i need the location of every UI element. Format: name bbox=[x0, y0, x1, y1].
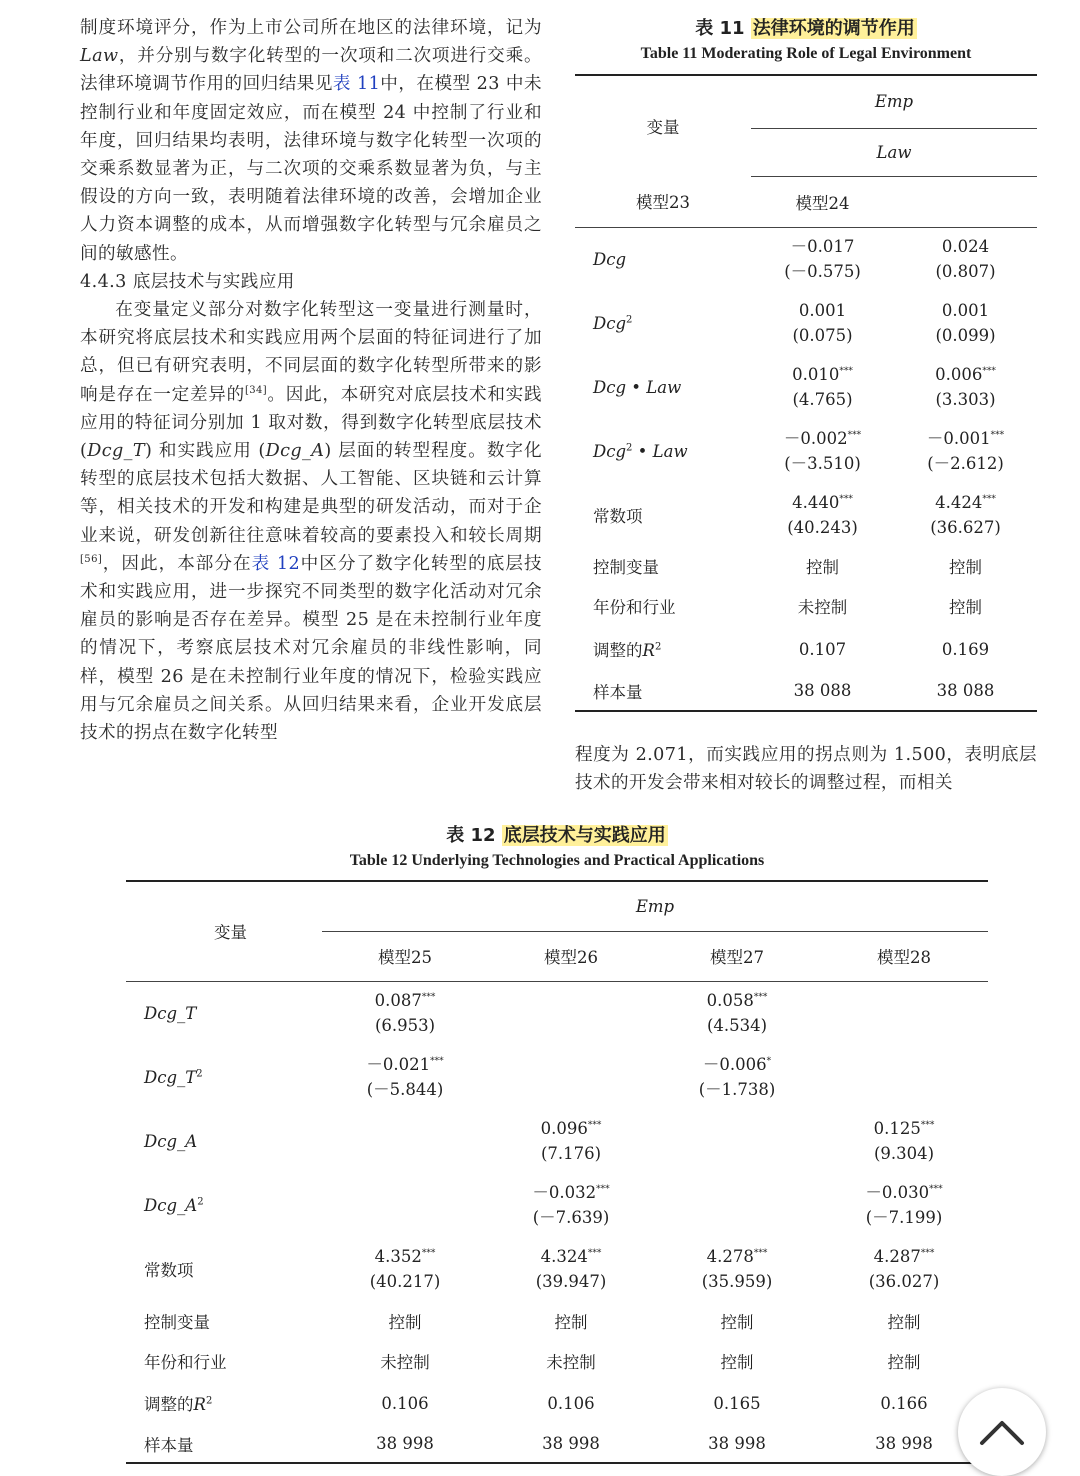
value-cell: 0.107 bbox=[798, 639, 847, 659]
highlighted-caption: 底层技术与实践应用 bbox=[503, 825, 666, 846]
significance-stars: *** bbox=[990, 430, 1005, 441]
coefficient-cell bbox=[894, 291, 1037, 355]
table-row bbox=[126, 1045, 988, 1109]
value-cell: 控制 bbox=[949, 598, 982, 617]
value-cell: 0.106 bbox=[381, 1393, 429, 1413]
table-row bbox=[575, 355, 1037, 419]
italic-term: Dcg_A bbox=[265, 441, 325, 462]
significance-stars: *** bbox=[982, 494, 996, 505]
t-statistic: (4.534) bbox=[706, 1016, 768, 1036]
model-header: 模型26 bbox=[544, 948, 598, 967]
italic-term: Dcg_A bbox=[144, 1131, 198, 1151]
variable-name bbox=[575, 547, 751, 585]
t-statistic: (7.176) bbox=[540, 1144, 602, 1163]
table11-caption-cn: 表 11 法律环境的调节作用 bbox=[695, 18, 915, 39]
coefficient: 0.024 bbox=[941, 237, 990, 257]
model-header: 模型24 bbox=[795, 193, 850, 213]
table-row bbox=[126, 1301, 988, 1341]
italic-term: Dcg_T bbox=[87, 441, 146, 462]
coefficient: 0.125 bbox=[873, 1119, 921, 1138]
value-cell: 0.166 bbox=[880, 1393, 928, 1413]
scroll-to-top-button[interactable] bbox=[958, 1388, 1046, 1476]
t-statistic: (－7.639) bbox=[532, 1208, 610, 1227]
t-statistic: (36.627) bbox=[930, 518, 1001, 537]
variable-name bbox=[126, 1381, 322, 1425]
text-run: 年份和行业 bbox=[593, 598, 676, 617]
italic-term: Dcg bbox=[593, 249, 627, 269]
coefficient: －0.001 bbox=[926, 429, 991, 448]
t-statistic: (－5.844) bbox=[366, 1080, 444, 1099]
table-row bbox=[575, 671, 1037, 711]
text-run: 样本量 bbox=[144, 1435, 194, 1455]
italic-term: R bbox=[642, 641, 655, 660]
coefficient-cell bbox=[751, 419, 894, 483]
coefficient: 0.001 bbox=[941, 301, 990, 320]
italic-term: Dcg_A bbox=[144, 1195, 198, 1215]
coefficient-cell bbox=[322, 1173, 488, 1237]
significance-stars: *** bbox=[587, 1248, 602, 1259]
model-header: 模型28 bbox=[877, 948, 931, 967]
superscript-power: 2 bbox=[205, 1395, 213, 1407]
value-cell: 控制 bbox=[720, 1353, 754, 1372]
t-statistic: (40.243) bbox=[787, 518, 858, 537]
coefficient: －0.021 bbox=[366, 1055, 431, 1074]
body-right-bottom-paragraph: 程度为 2.071，而实践应用的拐点则为 1.500，表明底层技术的开发会带来相对较长的调整过程，而相关 bbox=[575, 745, 1037, 794]
variable-name bbox=[126, 1301, 322, 1341]
significance-stars: *** bbox=[920, 1120, 935, 1131]
coefficient-cell bbox=[488, 1173, 654, 1237]
value-cell: 未控制 bbox=[380, 1353, 430, 1372]
text-run: 调整的 bbox=[144, 1395, 194, 1414]
coefficient: 4.352 bbox=[374, 1247, 422, 1266]
t-statistic: (0.099) bbox=[935, 326, 996, 345]
italic-term: Dcg bbox=[593, 441, 627, 461]
table12-header-variable: 变量 bbox=[214, 923, 247, 943]
superscript-power: 2 bbox=[626, 314, 633, 325]
text-run: 调整的 bbox=[593, 641, 643, 660]
significance-stars: *** bbox=[430, 1056, 444, 1067]
text-run: • bbox=[632, 441, 653, 461]
coefficient-cell bbox=[322, 1109, 488, 1173]
value-cell: 控制 bbox=[806, 558, 839, 577]
italic-term: Dcg bbox=[593, 377, 627, 397]
t-statistic: (－0.575) bbox=[784, 262, 861, 282]
text-run: 样本量 bbox=[593, 682, 643, 702]
value-cell: 控制 bbox=[720, 1313, 754, 1332]
coefficient: 4.324 bbox=[540, 1247, 588, 1266]
text-run: 常数项 bbox=[593, 507, 643, 526]
value-cell: 控制 bbox=[887, 1313, 921, 1332]
coefficient-cell bbox=[654, 981, 820, 1045]
significance-stars: *** bbox=[839, 366, 853, 377]
text-run: ) 层面的转型程度。数字化转型的底层技术包括大数据、人工智能、区块链和云计算等，相关技术的开发和构建是典型的研发活动，而对于企业来说，研发创新往往意味着较高的要素投入和较长周期 bbox=[80, 441, 542, 546]
model-header: 模型25 bbox=[378, 948, 432, 967]
coefficient-cell bbox=[894, 227, 1037, 291]
text-run: ，并分别与数字化转型的一次项和二次项进行交乘。法律环境调节作用的回归结果见 bbox=[80, 46, 542, 95]
chevron-up-icon bbox=[978, 1417, 1026, 1447]
italic-term: Dcg_T bbox=[144, 1003, 197, 1023]
value-cell: 38 998 bbox=[875, 1434, 933, 1453]
coefficient: 0.001 bbox=[798, 301, 847, 320]
italic-term: Law bbox=[652, 441, 688, 461]
italic-term: Dcg bbox=[593, 313, 627, 333]
table-row bbox=[575, 585, 1037, 627]
table-row bbox=[575, 547, 1037, 585]
superscript-power: 2 bbox=[654, 641, 662, 653]
significance-stars: *** bbox=[421, 992, 436, 1003]
coefficient-cell bbox=[654, 1109, 820, 1173]
table12-caption-en: Table 12 Underlying Technologies and Practical Applications bbox=[349, 852, 765, 869]
coefficient-cell bbox=[751, 291, 894, 355]
value-cell: 38 998 bbox=[376, 1434, 434, 1453]
table-row bbox=[126, 1425, 988, 1463]
variable-name bbox=[126, 1109, 322, 1173]
coefficient-cell bbox=[894, 483, 1037, 547]
coefficient: －0.032 bbox=[532, 1183, 597, 1202]
t-statistic: (6.953) bbox=[374, 1016, 436, 1036]
coefficient-cell bbox=[820, 1045, 988, 1109]
value-cell: 0.165 bbox=[713, 1393, 761, 1413]
table-row bbox=[575, 419, 1037, 483]
t-statistic: (－2.612) bbox=[927, 454, 1004, 473]
coefficient-cell bbox=[322, 1045, 488, 1109]
text-run: 年份和行业 bbox=[144, 1353, 227, 1372]
section-heading-4-4-3: 4.4.3 底层技术与实践应用 bbox=[80, 271, 295, 292]
significance-stars: *** bbox=[847, 430, 862, 441]
t-statistic: (0.807) bbox=[935, 262, 996, 282]
table-row bbox=[126, 1173, 988, 1237]
coefficient-cell bbox=[488, 1237, 654, 1301]
table-row bbox=[575, 627, 1037, 671]
table12-header-dep-var: Emp bbox=[322, 881, 988, 931]
variable-name bbox=[575, 227, 751, 291]
table11-header-moderator: Law bbox=[751, 128, 1037, 176]
text-run: 在变量定义部分对数字化转型这一变量进行测量时，本研究将底层技术和实践应用两个层面的特征词进行了加总，但已有研究表明，不同层面的数字化转型所带来的影响是存在一定差异的 bbox=[80, 300, 542, 405]
text-run: 中区分了数字化转型的底层技术和实践应用，进一步探究不同类型的数字化活动对冗余雇员的影响是否存在差异。模型 25 是在未控制行业年度的情况下，考察底层技术对冗余雇员的非线性影响，同样，模型 26 是在未控制行业年度的情况下，检验实践应用与冗余雇员之间关系。从回归结果来看，企业开发底层技术的拐点在数字化转型 bbox=[80, 553, 542, 744]
coefficient-cell bbox=[820, 1173, 988, 1237]
table11 bbox=[575, 74, 1037, 712]
coefficient: 0.096 bbox=[540, 1119, 588, 1138]
variable-name bbox=[126, 1045, 322, 1109]
coefficient-cell bbox=[654, 1237, 820, 1301]
coefficient: 4.278 bbox=[706, 1247, 754, 1266]
coefficient-cell bbox=[654, 1045, 820, 1109]
paragraph-underlying-tech bbox=[80, 296, 542, 747]
coefficient: 4.287 bbox=[873, 1247, 921, 1266]
table-row bbox=[575, 291, 1037, 355]
text-run: ) 和实践应用 ( bbox=[145, 441, 266, 462]
coefficient-cell bbox=[894, 419, 1037, 483]
table-row bbox=[126, 1237, 988, 1301]
coefficient-cell bbox=[488, 1109, 654, 1173]
italic-term: R bbox=[193, 1395, 206, 1414]
citation: [34] bbox=[244, 384, 268, 396]
coefficient: －0.030 bbox=[865, 1183, 930, 1202]
coefficient: 0.087 bbox=[374, 991, 422, 1011]
table-row bbox=[126, 1381, 988, 1425]
coefficient-cell bbox=[322, 1237, 488, 1301]
text-run: 常数项 bbox=[144, 1261, 194, 1280]
t-statistic: (－7.199) bbox=[865, 1208, 943, 1227]
significance-stars: *** bbox=[929, 1184, 943, 1195]
significance-stars: *** bbox=[587, 1120, 602, 1131]
table-reference-link[interactable]: 表 11 bbox=[332, 74, 381, 95]
t-statistic: (3.303) bbox=[935, 390, 996, 409]
variable-name bbox=[575, 585, 751, 627]
table-row bbox=[575, 483, 1037, 547]
variable-name bbox=[575, 483, 751, 547]
table11-caption-en: Table 11 Moderating Role of Legal Environment bbox=[640, 45, 972, 62]
italic-term: Law bbox=[80, 46, 119, 67]
table-row bbox=[575, 227, 1037, 291]
significance-stars: *** bbox=[753, 1248, 768, 1259]
value-cell: 38 088 bbox=[793, 681, 852, 700]
value-cell: 控制 bbox=[887, 1353, 921, 1372]
text-run: 中，在模型 23 中未控制行业和年度固定效应，而在模型 24 中控制了行业和年度，回归结果均表明，法律环境与数字化转型一次项的交乘系数显著为正，与二次项的交乘系数显著为负，与主假设的方向一致，表明随着法律环境的改善，会增加企业人力资本调整的成本，从而增强数字化转型与冗余雇员之间的敏感性。 bbox=[80, 74, 542, 264]
model-header: 模型23 bbox=[636, 193, 690, 213]
text-run: 。因此，本研究对底层技术和实践应用的特征词分别加 1 取对数，得到数字化转型底层技术 ( bbox=[80, 384, 542, 462]
coefficient: －0.017 bbox=[790, 237, 855, 257]
variable-name bbox=[575, 671, 751, 711]
value-cell: 控制 bbox=[554, 1313, 588, 1332]
superscript-power: 2 bbox=[626, 442, 633, 453]
value-cell: 38 998 bbox=[542, 1434, 600, 1453]
superscript-power: 2 bbox=[197, 1196, 204, 1207]
table11-header-variable: 变量 bbox=[646, 118, 680, 137]
text-run: 控制变量 bbox=[144, 1313, 210, 1332]
superscript-power: 2 bbox=[196, 1068, 203, 1079]
significance-stars: *** bbox=[753, 992, 768, 1003]
body-left-column bbox=[80, 14, 542, 747]
value-cell: 0.169 bbox=[941, 639, 990, 659]
model-header: 模型27 bbox=[710, 948, 764, 967]
t-statistic: (4.765) bbox=[792, 390, 853, 409]
coefficient: 0.058 bbox=[706, 991, 754, 1011]
table-row bbox=[126, 1109, 988, 1173]
significance-stars: *** bbox=[982, 366, 996, 377]
table12-grid bbox=[126, 880, 988, 1464]
t-statistic: (40.217) bbox=[369, 1272, 441, 1291]
value-cell: 38 998 bbox=[708, 1434, 766, 1453]
coefficient: 4.424 bbox=[935, 493, 983, 512]
significance-stars: *** bbox=[596, 1184, 610, 1195]
coefficient-cell bbox=[751, 227, 894, 291]
variable-name bbox=[575, 419, 751, 483]
variable-name bbox=[126, 1173, 322, 1237]
coefficient-cell bbox=[488, 1045, 654, 1109]
value-cell: 未控制 bbox=[797, 598, 848, 617]
coefficient-cell bbox=[488, 981, 654, 1045]
table-reference-link[interactable]: 表 12 bbox=[251, 553, 301, 574]
coefficient-cell bbox=[654, 1173, 820, 1237]
t-statistic: (36.027) bbox=[868, 1272, 940, 1291]
significance-stars: * bbox=[766, 1056, 772, 1067]
coefficient-cell bbox=[322, 981, 488, 1045]
coefficient: 0.010 bbox=[792, 365, 840, 384]
t-statistic: (35.959) bbox=[701, 1272, 773, 1291]
t-statistic: (39.947) bbox=[535, 1272, 607, 1291]
variable-name bbox=[126, 1237, 322, 1301]
text-run: • bbox=[626, 377, 647, 397]
italic-term: Law bbox=[646, 377, 682, 397]
t-statistic: (－3.510) bbox=[784, 454, 861, 473]
citation: [56] bbox=[80, 554, 103, 565]
value-cell: 控制 bbox=[949, 558, 982, 577]
t-statistic: (0.075) bbox=[792, 326, 853, 345]
value-cell: 未控制 bbox=[546, 1353, 596, 1372]
coefficient-cell bbox=[751, 483, 894, 547]
variable-name bbox=[126, 981, 322, 1045]
t-statistic: (9.304) bbox=[873, 1144, 935, 1163]
table12-caption-cn: 表 12 底层技术与实践应用 bbox=[446, 825, 666, 846]
paragraph-legal-environment bbox=[80, 14, 542, 268]
coefficient-cell bbox=[820, 1237, 988, 1301]
value-cell: 0.106 bbox=[547, 1393, 595, 1413]
variable-name bbox=[126, 1425, 322, 1463]
significance-stars: *** bbox=[421, 1248, 436, 1259]
table12 bbox=[126, 880, 988, 1464]
variable-name bbox=[575, 291, 751, 355]
text-run: ，因此，本部分在 bbox=[102, 553, 252, 574]
variable-name bbox=[575, 627, 751, 671]
variable-name bbox=[575, 355, 751, 419]
value-cell: 控制 bbox=[388, 1313, 422, 1332]
coefficient: －0.002 bbox=[783, 429, 848, 448]
highlighted-caption: 法律环境的调节作用 bbox=[752, 18, 915, 39]
table-row bbox=[126, 981, 988, 1045]
text-run: 控制变量 bbox=[593, 558, 659, 577]
italic-term: Dcg_T bbox=[144, 1067, 197, 1087]
coefficient: 0.006 bbox=[935, 365, 983, 384]
table11-header-dep-var: Emp bbox=[751, 75, 1037, 128]
coefficient: 4.440 bbox=[792, 493, 840, 512]
table11-model-row bbox=[575, 176, 1037, 227]
table11-grid bbox=[575, 74, 1037, 712]
variable-name bbox=[126, 1341, 322, 1381]
coefficient: －0.006 bbox=[702, 1055, 767, 1074]
t-statistic: (－1.738) bbox=[698, 1080, 776, 1099]
significance-stars: *** bbox=[839, 494, 853, 505]
coefficient-cell bbox=[820, 1109, 988, 1173]
coefficient-cell bbox=[894, 355, 1037, 419]
coefficient-cell bbox=[820, 981, 988, 1045]
significance-stars: *** bbox=[920, 1248, 935, 1259]
table-row bbox=[126, 1341, 988, 1381]
value-cell: 38 088 bbox=[936, 681, 995, 700]
coefficient-cell bbox=[751, 355, 894, 419]
text-run: 制度环境评分，作为上市公司所在地区的法律环境，记为 bbox=[80, 18, 542, 38]
